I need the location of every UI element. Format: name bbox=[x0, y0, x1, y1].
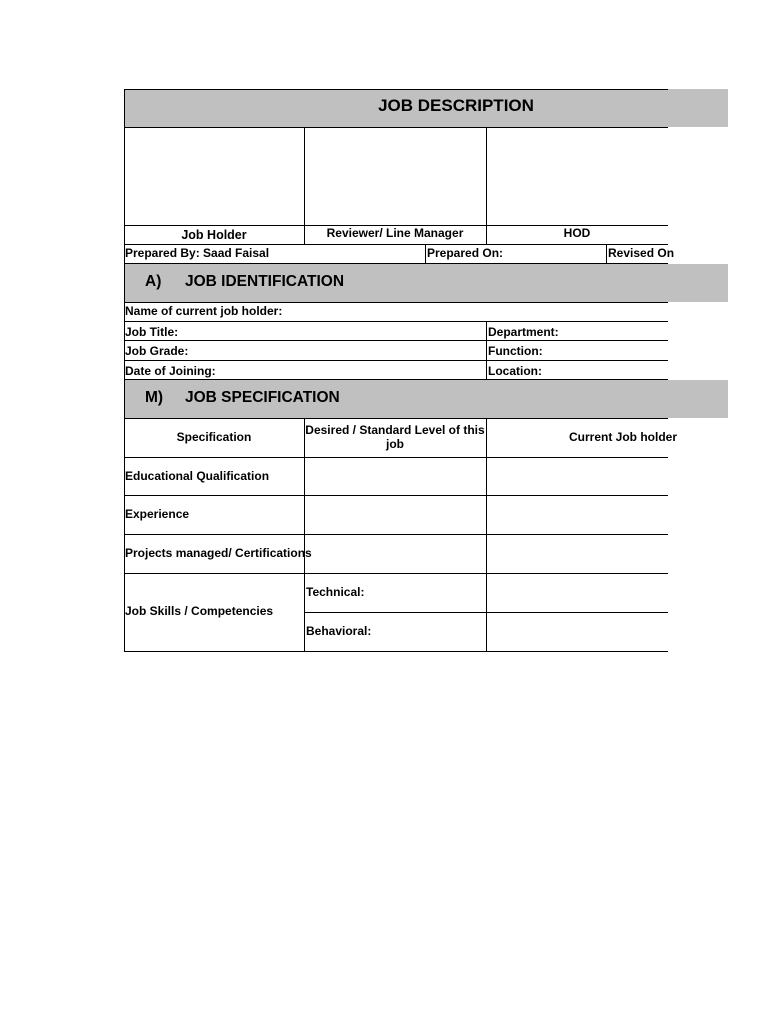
grid-line bbox=[425, 244, 426, 263]
grid-line bbox=[124, 379, 668, 380]
section-m-letter: M) bbox=[145, 389, 164, 406]
grid-line bbox=[124, 360, 668, 361]
desired-level-header-line1: Desired / Standard Level of this bbox=[305, 423, 485, 437]
educational-qualification-row: Educational Qualification bbox=[125, 469, 270, 483]
projects-row: Projects managed/ Certifications bbox=[125, 546, 312, 560]
grid-line bbox=[486, 321, 487, 379]
job-grade-field: Job Grade: bbox=[125, 344, 189, 358]
job-title-field: Job Title: bbox=[125, 325, 179, 339]
grid-line bbox=[486, 418, 487, 651]
current-holder-field: Name of current job holder: bbox=[125, 304, 283, 318]
section-a-title: JOB IDENTIFICATION bbox=[185, 273, 345, 290]
reviewer-label: Reviewer/ Line Manager bbox=[326, 226, 464, 240]
grid-line bbox=[304, 418, 305, 651]
grid-line bbox=[124, 534, 668, 535]
document-title: JOB DESCRIPTION bbox=[378, 96, 534, 115]
hod-label: HOD bbox=[563, 226, 591, 240]
date-of-joining-field: Date of Joining: bbox=[125, 364, 216, 378]
location-field: Location: bbox=[488, 364, 542, 378]
experience-row: Experience bbox=[125, 507, 190, 521]
grid-line bbox=[124, 127, 668, 128]
section-m-title: JOB SPECIFICATION bbox=[185, 389, 340, 406]
behavioral-subrow: Behavioral: bbox=[306, 624, 372, 638]
technical-subrow: Technical: bbox=[306, 585, 365, 599]
grid-line bbox=[124, 418, 668, 419]
section-a-letter: A) bbox=[145, 273, 162, 290]
grid-line bbox=[124, 573, 668, 574]
grid-line bbox=[124, 89, 668, 90]
revised-on: Revised On bbox=[608, 246, 675, 260]
prepared-by: Prepared By: Saad Faisal bbox=[125, 246, 270, 260]
grid-line bbox=[124, 651, 668, 652]
specification-header: Specification bbox=[176, 430, 252, 444]
grid-line bbox=[606, 244, 607, 263]
grid-line bbox=[124, 340, 668, 341]
grid-line bbox=[124, 302, 668, 303]
grid-line bbox=[124, 244, 668, 245]
function-field: Function: bbox=[488, 344, 543, 358]
grid-line bbox=[124, 321, 668, 322]
job-skills-row: Job Skills / Competencies bbox=[125, 604, 274, 618]
department-field: Department: bbox=[488, 325, 559, 339]
grid-line bbox=[124, 263, 668, 264]
current-job-holder-header: Current Job holder bbox=[569, 430, 678, 444]
grid-line bbox=[124, 495, 668, 496]
desired-level-header-line2: job bbox=[386, 437, 404, 451]
job-holder-label: Job Holder bbox=[181, 228, 247, 242]
prepared-on: Prepared On: bbox=[427, 246, 504, 260]
grid-line bbox=[124, 457, 668, 458]
